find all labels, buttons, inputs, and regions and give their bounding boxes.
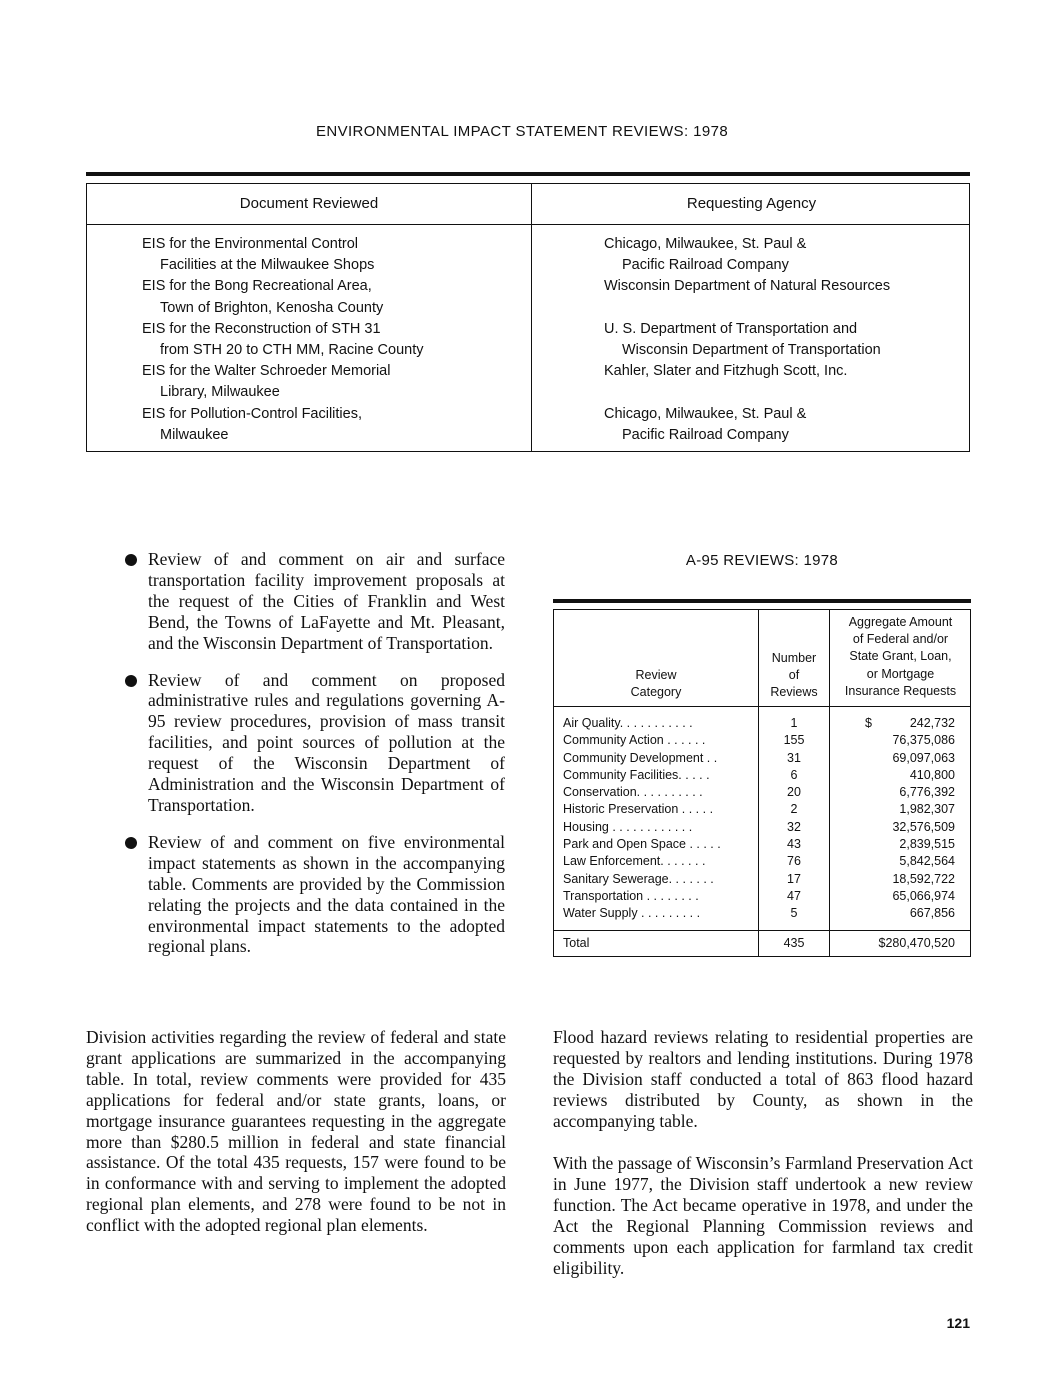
a95-category-cell: Water Supply . . . . . . . . . — [563, 906, 701, 921]
bullet-text: Review of and comment on five environmental impact statements as shown in the accompanying table. Comments are provided by the Commission relating the projects and the data contained in the environmental impact statements to the adopted regional plans. — [148, 831, 505, 957]
a95-amount-cell: 5,842,564 — [899, 854, 955, 869]
a95-header-line: Aggregate Amount — [848, 615, 953, 629]
eis-agency-line: Pacific Railroad Company — [622, 426, 789, 443]
a95-number-cell: 47 — [787, 888, 801, 903]
eis-table-title: ENVIRONMENTAL IMPACT STATEMENT REVIEWS: 1978 — [315, 123, 729, 140]
table-row — [554, 750, 970, 767]
eis-document-line: Town of Brighton, Kenosha County — [160, 299, 384, 316]
a95-number-cell: 2 — [790, 802, 798, 817]
a95-amount-cell: 1,982,307 — [899, 802, 955, 817]
table-row — [554, 732, 970, 749]
eis-document-entry — [142, 361, 522, 403]
eis-document-line: Library, Milwaukee — [160, 384, 280, 401]
bullet-text: Review of and comment on air and surface transportation facility improvement proposals at the request of the Cities of Franklin and West Bend, the Towns of LaFayette and Mt. Pleasant, and the Wisconsin Department of Transportation. — [148, 549, 505, 653]
eis-agency-line: U. S. Department of Transportation and — [604, 320, 858, 337]
a95-amount-cell: 32,576,509 — [892, 819, 955, 834]
eis-agency-line: Pacific Railroad Company — [622, 257, 789, 274]
eis-agency-line — [604, 382, 964, 403]
eis-agency-entry — [604, 234, 964, 276]
a95-number-cell: 6 — [790, 767, 798, 782]
a95-number-cell: 1 — [790, 716, 798, 730]
a95-total-number: 435 — [783, 936, 805, 950]
a95-header-line: Category — [630, 685, 682, 700]
eis-document-line: EIS for Pollution-Control Facilities, — [142, 405, 362, 422]
eis-document-entry — [142, 404, 522, 446]
a95-number-cell: 17 — [787, 871, 801, 886]
eis-agencies-column — [604, 234, 964, 446]
a95-header-amount — [830, 614, 971, 700]
eis-document-line: EIS for the Bong Recreational Area, — [142, 278, 372, 295]
eis-agency-entry — [604, 361, 964, 403]
a95-amount-cell: 410,800 — [909, 767, 955, 782]
a95-number-cell: 31 — [787, 750, 801, 765]
a95-number-cell: 155 — [783, 733, 805, 748]
a95-category-cell: Sanitary Sewerage. . . . . . . — [563, 871, 714, 886]
eis-agency-entry — [604, 276, 964, 318]
eis-table — [86, 183, 970, 452]
paragraph-grant-reviews: Division activities regarding the review of federal and state grant applications are summarized in the accompanying table. In total, review comments were provided for 435 applications for federal and/or state grants, loans, or mortgage insurance guarantees requesting in the aggregate more than $280.5 million in federal and state financial assistance. Of the total 435 requests, 157 were found to be in conformance with and serving to implement the adopted regional plan elements, and 278 were found to be not in conflict with the adopted regional plan elements. — [86, 1027, 506, 1236]
a95-header-line: Insurance Requests — [844, 683, 957, 698]
a95-header-category — [554, 667, 758, 701]
table-row — [554, 836, 970, 853]
a95-header-line: Reviews — [770, 685, 818, 700]
a95-dollar-sign: $ — [865, 716, 872, 730]
a95-header-line: Number — [771, 651, 817, 665]
a95-amount-cell: 242,732 — [909, 716, 955, 730]
a95-category-cell: Conservation. . . . . . . . . . — [563, 785, 703, 800]
table-row — [554, 853, 970, 870]
eis-document-line: Facilities at the Milwaukee Shops — [160, 257, 375, 274]
a95-header-line: of Federal and/or — [852, 632, 949, 647]
eis-header-agency: Requesting Agency — [686, 195, 817, 212]
eis-agency-entry — [604, 319, 964, 361]
a95-category-cell: Community Development . . — [563, 750, 718, 765]
a95-category-cell: Air Quality. . . . . . . . . . . — [563, 716, 693, 730]
eis-agency-line: Chicago, Milwaukee, St. Paul & — [604, 236, 807, 252]
table-row — [554, 819, 970, 836]
table-row — [554, 801, 970, 818]
a95-top-rule — [553, 599, 971, 603]
a95-table-title: A-95 REVIEWS: 1978 — [685, 552, 839, 569]
a95-category-cell: Housing . . . . . . . . . . . . — [563, 819, 693, 834]
bullet-item — [125, 549, 505, 654]
page-number: 121 — [946, 1315, 970, 1331]
eis-header-document: Document Reviewed — [239, 195, 379, 212]
bullet-dot-icon — [125, 554, 137, 566]
a95-amount-cell: 2,839,515 — [899, 837, 955, 852]
a95-amount-cell: 69,097,063 — [892, 750, 955, 765]
a95-amount-cell: 65,066,974 — [892, 888, 955, 903]
bullet-item — [125, 832, 505, 957]
eis-documents-column — [142, 234, 522, 446]
a95-amount-cell: 6,776,392 — [899, 785, 955, 800]
a95-number-cell: 32 — [787, 819, 801, 834]
a95-number-cell: 43 — [787, 837, 801, 852]
a95-category-cell: Community Action . . . . . . — [563, 733, 706, 748]
eis-document-line: Milwaukee — [160, 426, 229, 443]
a95-header-line: of — [788, 668, 800, 683]
a95-header-line: or Mortgage — [866, 666, 935, 681]
eis-agency-line: Chicago, Milwaukee, St. Paul & — [604, 405, 807, 422]
eis-document-entry — [142, 276, 522, 318]
a95-category-cell: Park and Open Space . . . . . — [563, 837, 721, 852]
eis-agency-line: Wisconsin Department of Natural Resources — [604, 278, 891, 295]
a95-number-cell: 76 — [787, 854, 801, 869]
eis-agency-line: Wisconsin Department of Transportation — [622, 342, 881, 359]
eis-document-entry — [142, 234, 522, 276]
a95-category-cell: Community Facilities. . . . . — [563, 767, 710, 782]
a95-header-line: State Grant, Loan, — [849, 649, 952, 664]
eis-top-rule — [86, 172, 970, 176]
a95-header-number — [759, 650, 829, 702]
a95-header-divider — [554, 706, 970, 707]
bullet-text: Review of and comment on proposed administrative rules and regulations governing A-95 review procedures, provision of mass transit facilities, and point sources of pollution at the request of the Wisconsin Department of Administration and the Wisconsin Department of Transportation. — [148, 669, 505, 815]
table-row — [554, 784, 970, 801]
a95-category-cell: Law Enforcement. . . . . . . — [563, 854, 706, 869]
eis-document-line: EIS for the Reconstruction of STH 31 — [142, 320, 381, 337]
a95-category-cell: Historic Preservation . . . . . — [563, 802, 714, 817]
eis-agency-line — [604, 298, 964, 319]
a95-rows — [554, 715, 970, 923]
table-row — [554, 905, 970, 922]
a95-number-cell: 20 — [787, 785, 801, 800]
a95-header-line: Review — [635, 668, 677, 682]
table-row — [554, 888, 970, 905]
eis-document-line: EIS for the Environmental Control — [142, 236, 358, 252]
paragraph-flood-hazard: Flood hazard reviews relating to residential properties are requested by realtors and lending institutions. During 1978 the Division staff conducted a total of 863 flood hazard reviews distributed by County, as shown in the accompanying table. — [553, 1027, 973, 1131]
eis-document-line: from STH 20 to CTH MM, Racine County — [160, 342, 424, 359]
a95-amount-cell: 76,375,086 — [892, 733, 955, 748]
eis-header-divider — [87, 224, 969, 225]
a95-total-divider — [554, 930, 970, 931]
a95-table — [553, 609, 971, 957]
table-row — [554, 715, 970, 732]
a95-category-cell: Transportation . . . . . . . . — [563, 888, 699, 903]
a95-amount-cell: 667,856 — [909, 906, 955, 921]
a95-amount-cell: 18,592,722 — [892, 871, 955, 886]
paragraph-farmland: With the passage of Wisconsin’s Farmland Preservation Act in June 1977, the Division staff undertook a new review function. The Act became operative in 1978, and under the Act the Regional Planning Commission reviews and comments upon each application for farmland tax credit eligibility. — [553, 1153, 973, 1278]
table-row — [554, 767, 970, 784]
eis-agency-entry — [604, 404, 964, 446]
a95-total-label: Total — [563, 936, 590, 950]
bullet-item — [125, 670, 505, 816]
table-row — [554, 871, 970, 888]
eis-document-line: EIS for the Walter Schroeder Memorial — [142, 363, 391, 380]
bullet-dot-icon — [125, 675, 137, 687]
eis-agency-line: Kahler, Slater and Fitzhugh Scott, Inc. — [604, 363, 848, 380]
a95-number-cell: 5 — [790, 906, 798, 921]
a95-total-amount: $280,470,520 — [878, 936, 955, 950]
bullet-dot-icon — [125, 837, 137, 849]
a95-total-row — [554, 933, 970, 953]
activity-bullet-list — [125, 549, 505, 973]
eis-document-entry — [142, 319, 522, 361]
